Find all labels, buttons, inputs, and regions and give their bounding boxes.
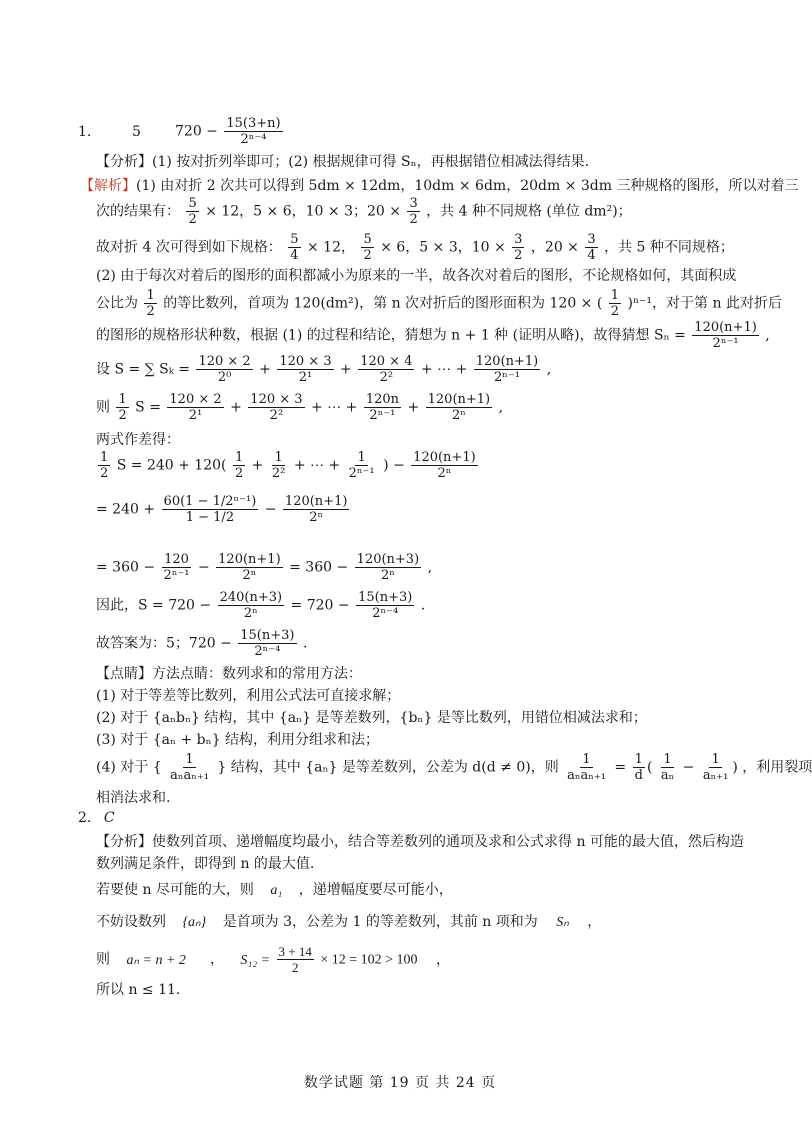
answer-blank-2: 720 − $\frac{15(3+n)}{\text{2ⁿ⁻⁴}}$ [175,116,281,147]
question-number-2: 2. C [78,810,115,826]
tip-4-cont: 相消法求和. [96,790,171,806]
tip-4: (4) 对于 { $\frac{1}{\text{aₙaₙ₊₁}}$ } 结构，其中 {aₙ} 是等差数列，公差为 d(d ≠ 0)，则 $\frac{1}{\text{aₙaₙ₊₁}}$ = $\frac{1}{d}$ ( $\frac{1}{\text{aₙ}}$ − $\frac{1}{\text{aₙ₊₁}}$ ) ，利用裂项 [96,752,812,783]
solution-line-1: 【解析】(1) 由对折 2 次共可以得到 5dm × 12dm，10dm × 6dm，20dm × 3dm 三种规格的图形，所以对着三 [80,178,799,194]
solution-line-2: 次的结果有： $\frac{5}{2}$ × 12，5 × 6，10 × 3；20 × $\frac{3}{2}$ ，共 4 种不同规格 (单位 dm²)； [96,196,632,227]
answer-blank-1: 5 [132,124,141,140]
solution-line-6: 的图形的规格形状种数，根据 (1) 的过程和结论，猜想为 n + 1 种 (证明从略)，故得猜想 Sₙ = $\frac{120(n+1)}{\text{2ⁿ⁻¹}}$ , [96,320,770,351]
q2-conclusion: 所以 n ≤ 11. [96,982,181,998]
solution-line-4: (2) 由于每次对着后的图形的面积都减小为原来的一半，故各次对着后的图形，不论规格如何，其面积成 [96,268,737,284]
solution-line-5: 公比为 $\frac{1}{2}$ 的等比数列，首项为 120(dm²)，第 n 次对折后的图形面积为 120 × ( $\frac{1}{2}$ )ⁿ⁻¹，对于第 n 此对折后 [96,288,782,319]
difference-line-3: = 360 − $\frac{120}{\text{2ⁿ⁻¹}}$ − $\frac{120(n+1)}{\text{2ⁿ}}$ = 360 − $\frac{120(n+3)}{\text{2ⁿ}}$ , [96,552,433,583]
solution-tag: 【解析】 [80,178,136,194]
tip-2: (2) 对于 {aₙbₙ} 结构，其中 {aₙ} 是等差数列，{bₙ} 是等比数列，用错位相减法求和； [96,710,647,726]
q2-line-a: 若要使 n 尽可能的大，则 a₁ ，递增幅度要尽可能小， [96,882,453,898]
q2-line-c: 则 aₙ = n + 2 ， S₁₂ = $\frac{3 + 14}{2}$ × 12 = 102 > 100 ， [96,944,450,975]
tip-1: (1) 对于等差等比数列，利用公式法可直接求解； [96,688,401,704]
q2-analysis-1: 【分析】使数列首项、递增幅度均最小，结合等差数列的通项及求和公式求得 n 可能的最大值，然后构造 [96,834,744,850]
solution-line-3: 故对折 4 次可得到如下规格： $\frac{5}{4}$ × 12， $\frac{5}{2}$ × 6，5 × 3，10 × $\frac{3}{2}$ ，20 × $\frac{3}{4}$ ，共 5 种不同规格； [96,232,734,263]
q2-analysis-2: 数列满足条件，即得到 n 的最大值. [96,856,315,872]
tip-3: (3) 对于 {aₙ + bₙ} 结构，利用分组求和法； [96,732,380,748]
therefore-line: 因此，S = 720 − $\frac{240(n+3)}{\text{2ⁿ}}$ = 720 − $\frac{15(n+3)}{\text{2ⁿ⁻⁴}}$ . [96,590,426,621]
analysis-line: 【分析】(1) 按对折列举即可；(2) 根据规律可得 Sₙ，再根据错位相减法得结果. [96,154,590,170]
page-footer: 数学试题 第 19 页 共 24 页 [303,1075,497,1091]
difference-line-1: $\frac{1}{2}$ S = 240 + 120( $\frac{1}{2}$ + $\frac{1}{\text{2²}}$ + ⋯ + $\frac{1}{\text{2ⁿ⁻¹}}$ ) − $\frac{120(n+1)}{\text{2ⁿ}}$ [100,450,476,481]
answer-choice: C [103,810,115,826]
tip-line: 【点睛】方法点睛：数列求和的常用方法： [96,666,362,682]
difference-line-2: = 240 + $\frac{\text{60(1 − 1/2ⁿ⁻¹)}}{1 - 1/2}$ − $\frac{120(n+1)}{\text{2ⁿ}}$ [96,494,348,525]
q2-line-b: 不妨设数列 {aₙ} 是首项为 3，公差为 1 的等差数列，其前 n 项和为 Sₙ ， [96,914,602,930]
question-number: 1. [78,124,92,140]
sum-definition: 设 S = ∑ Sₖ = $\frac{120 \times 2}{\text{2⁰}}$ + $\frac{120 \times 3}{\text{2¹}}$ + $\frac{120 \times 4}{\text{2²}}$ + ⋯ + $\frac{120(n+1)}{\text{2ⁿ⁻¹}}$ , [96,354,552,385]
half-sum: 则 $\frac{1}{2}$ S = $\frac{120 \times 2}{\text{2¹}}$ + $\frac{120 \times 3}{\text{2²}}$ + ⋯ + $\frac{120n}{\text{2ⁿ⁻¹}}$ + $\frac{120(n+1)}{\text{2ⁿ}}$ , [96,392,504,423]
answer-line: 故答案为：5；720 − $\frac{15(n+3)}{\text{2ⁿ⁻⁴}}$ . [96,628,308,659]
difference-label: 两式作差得： [96,432,180,448]
